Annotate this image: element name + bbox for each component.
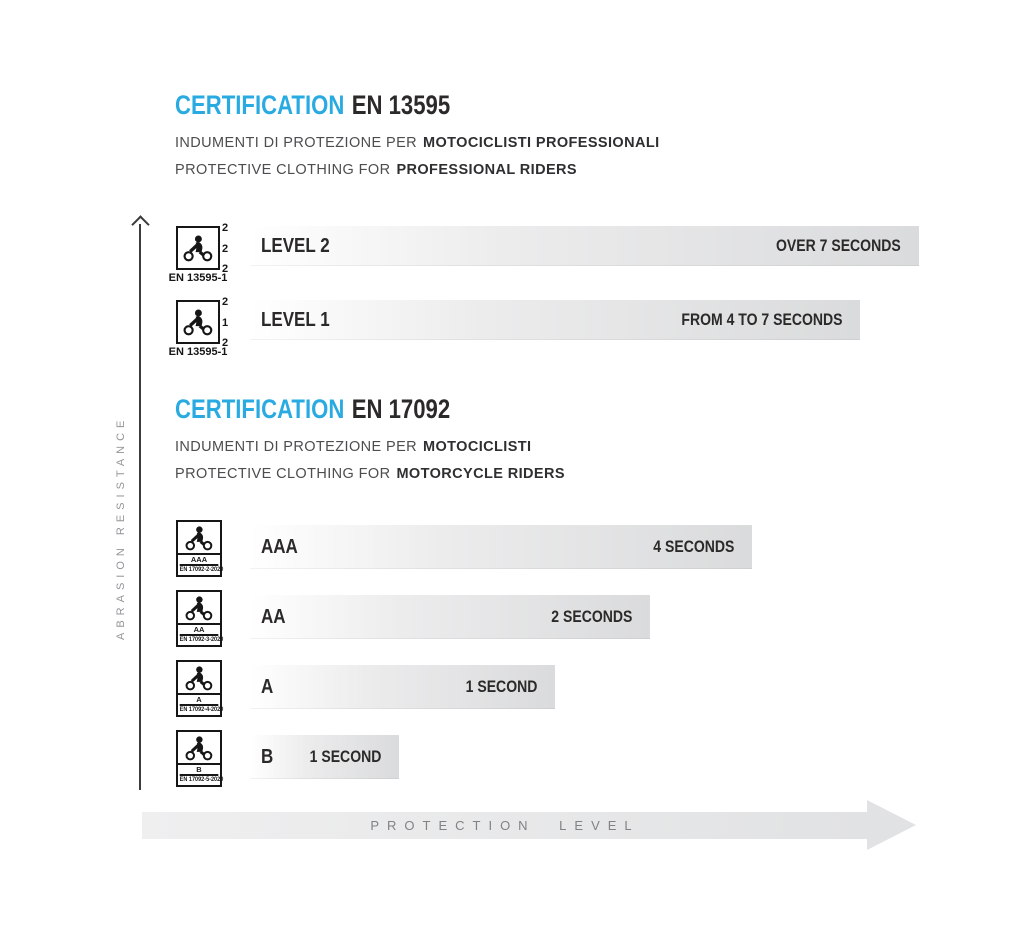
pictogram-box (178, 662, 220, 693)
section1-subtitle-italian (175, 135, 660, 151)
subtitle-bold: MOTOCICLISTI PROFESSIONALI (423, 135, 660, 151)
certification-row (176, 660, 752, 717)
pictogram-box (176, 300, 220, 344)
bar-label: A (261, 675, 274, 698)
row-icon-wrap (176, 730, 250, 787)
motorcyclist-icon (183, 525, 215, 551)
motorcyclist-icon (183, 735, 215, 761)
motorcyclist-icon (181, 308, 215, 336)
en17092-pictogram (176, 730, 222, 787)
certification-row (168, 222, 919, 284)
pictogram-standard-label: EN 17092-5-2020 (180, 774, 219, 785)
pictogram-class-label: AAA (178, 553, 220, 564)
subtitle-prefix: PROTECTIVE CLOTHING FOR (175, 162, 391, 178)
pictogram-box (178, 592, 220, 623)
subtitle-prefix: INDUMENTI DI PROTEZIONE PER (175, 135, 418, 151)
en17092-pictogram (176, 520, 222, 577)
performance-level-number: 2 (222, 222, 229, 234)
pictogram-standard-label: EN 17092-4-2020 (180, 704, 219, 715)
bar-value: 1 SECOND (309, 747, 381, 766)
pictogram-class-label: B (178, 763, 220, 774)
section2-subtitle-english (175, 466, 565, 482)
y-axis-line (139, 224, 141, 790)
abrasion-bar (250, 595, 650, 639)
section1-title-code: EN 13595 (351, 90, 451, 120)
pictogram-box (176, 226, 220, 270)
abrasion-bar (250, 300, 860, 340)
bar-value: FROM 4 TO 7 SECONDS (680, 310, 842, 329)
performance-level-number: 1 (222, 316, 229, 329)
section1-title (175, 92, 450, 119)
bar-value: OVER 7 SECONDS (776, 236, 901, 255)
motorcyclist-icon (183, 665, 215, 691)
abrasion-bar (250, 735, 399, 779)
motorcyclist-icon (183, 595, 215, 621)
subtitle-bold: MOTOCICLISTI (423, 439, 532, 455)
pictogram-class-label: A (178, 693, 220, 704)
subtitle-bold: PROFESSIONAL RIDERS (396, 162, 577, 178)
y-axis-label: ABRASION RESISTANCE (115, 415, 127, 640)
x-axis-arrow-head-icon (867, 800, 916, 850)
bar-label: B (261, 745, 274, 768)
row-icon-wrap (168, 296, 250, 358)
performance-level-numbers (222, 223, 228, 275)
abrasion-bar (250, 525, 752, 569)
section1-title-accent: CERTIFICATION (175, 90, 345, 120)
performance-level-number: 2 (222, 337, 229, 349)
section2-title-accent: CERTIFICATION (175, 394, 345, 424)
pictogram-class-label: AA (178, 623, 220, 634)
certification-row (176, 520, 752, 577)
x-axis-arrow-band (142, 812, 868, 839)
bar-label: AA (261, 605, 286, 628)
row-icon-wrap (176, 520, 250, 577)
pictogram-standard-label: EN 17092-2-2020 (180, 564, 219, 575)
bar-label: LEVEL 2 (261, 234, 330, 257)
pictogram-box (178, 732, 220, 763)
y-axis-arrow-up-icon (131, 215, 149, 233)
section2-title (175, 396, 450, 423)
pictogram-box (178, 522, 220, 553)
bar-value: 1 SECOND (465, 677, 537, 696)
en13595-rows (168, 222, 919, 358)
section1-subtitle-english (175, 162, 577, 178)
certification-row (176, 730, 752, 787)
pictogram-standard-label: EN 13595-1 (168, 346, 228, 358)
section2-title-code: EN 17092 (351, 394, 451, 424)
certification-row (168, 296, 919, 358)
abrasion-bar (250, 226, 919, 266)
abrasion-bar (250, 665, 555, 709)
performance-level-number: 2 (222, 296, 229, 308)
performance-level-numbers (222, 297, 228, 349)
bar-label: AAA (261, 535, 298, 558)
certification-row (176, 590, 752, 647)
subtitle-prefix: INDUMENTI DI PROTEZIONE PER (175, 439, 418, 455)
pictogram-standard-label: EN 17092-3-2020 (180, 634, 219, 645)
x-axis-label: PROTECTION LEVEL (370, 818, 640, 833)
performance-level-number: 2 (222, 242, 229, 255)
bar-value: 4 SECONDS (652, 537, 734, 556)
section2-subtitle-italian (175, 439, 531, 455)
bar-value: 2 SECONDS (550, 607, 632, 626)
en13595-pictogram (168, 296, 229, 358)
motorcyclist-icon (181, 234, 215, 262)
en17092-pictogram (176, 590, 222, 647)
performance-level-number: 2 (222, 263, 229, 275)
row-icon-wrap (168, 222, 250, 284)
bar-label: LEVEL 1 (261, 308, 330, 331)
en13595-pictogram (168, 222, 229, 284)
subtitle-prefix: PROTECTIVE CLOTHING FOR (175, 466, 391, 482)
en17092-rows (176, 520, 752, 787)
row-icon-wrap (176, 660, 250, 717)
subtitle-bold: MOTORCYCLE RIDERS (396, 466, 565, 482)
row-icon-wrap (176, 590, 250, 647)
pictogram-standard-label: EN 13595-1 (168, 272, 228, 284)
en17092-pictogram (176, 660, 222, 717)
